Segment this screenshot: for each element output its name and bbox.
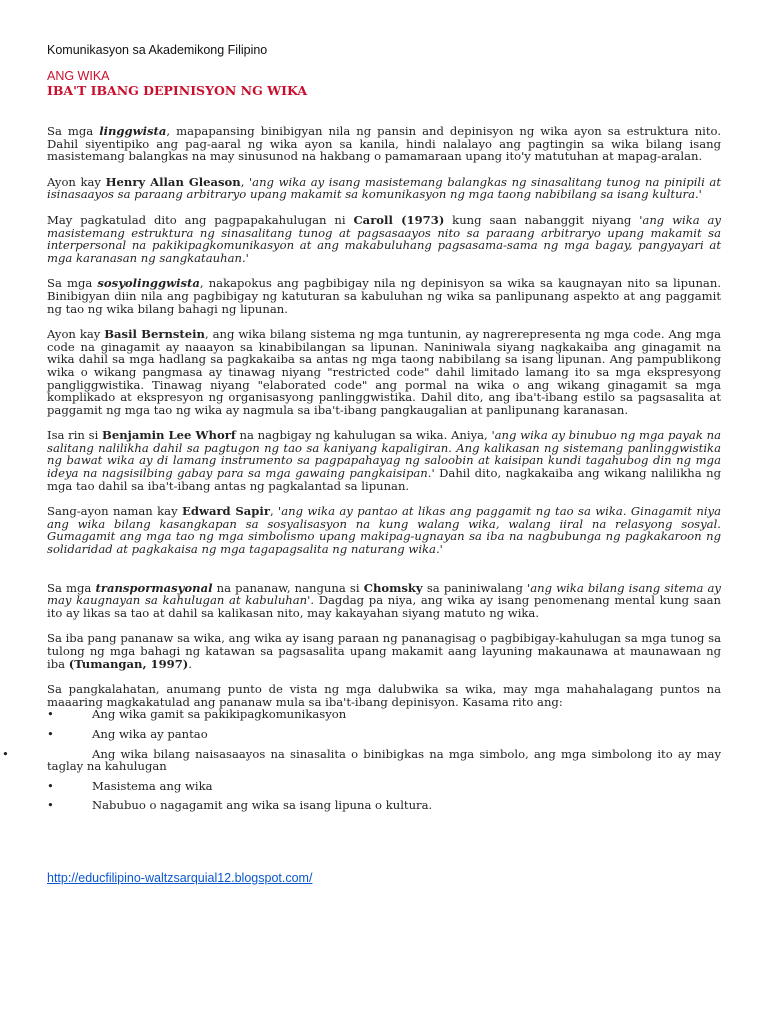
paragraph-linggwista: Sa mga linggwista, mapapansing binibigyan nila ng pansin and depinisyon ng wika ayon sa estruktura nito. Dahil siyentipiko ang pag-aaral ng wika ayon sa kanila, hindi nalalayo ang pagtingin sa wika bilang isang masistemang balangkas na may sinusunod na hakbang o pamamaraan upang ito'y matutuhan at mapag-aralan. bbox=[47, 124, 721, 164]
paragraph-whorf: Isa rin si Benjamin Lee Whorf na nagbigay ng kahulugan sa wika. Aniya, 'ang wika ay binubuo ng mga payak na salitang nalilikha dahil sa pagtugon ng tao sa kaniyang kapaligiran. Ang kalikasan ng sistemang panlinggwistika ng bawat wika ay di lamang instrumento sa pagpapahayag ng saloobin at kaisipan kundi tagahubog din ng mga ideya na nagsisilbing gabay para sa mga gawaing pangkaisipan.' Dahil dito, nagkakaiba ang wikang nalilikha ng mga tao dahil sa iba't-ibang antas ng pagkalantad sa lipunan. bbox=[47, 428, 721, 493]
paragraph-tumangan: Sa iba pang pananaw sa wika, ang wika ay isang paraan ng pananagisag o pagbibigay-kahulugan sa mga tunog sa tulong ng mga bahagi ng katawan sa pagsasalita upang makamit aang layuning makaunawa at maunawaan ng iba (Tumangan, 1997). bbox=[47, 631, 721, 671]
list-item: • Nabubuo o nagagamit ang wika sa isang lipuna o kultura. bbox=[47, 798, 433, 813]
list-item: • Masistema ang wika bbox=[47, 778, 213, 793]
section-subtitle: IBA'T IBANG DEPINISYON NG WIKA bbox=[47, 83, 308, 98]
list-item: • Ang wika gamit sa pakikipagkomunikasyon bbox=[47, 707, 347, 722]
bullet-icon: • bbox=[2, 746, 9, 761]
paragraph-summary: Sa pangkalahatan, anumang punto de vista ng mga dalubwika sa wika, may mga mahahalagang puntos na maaaring magkakatulad ang pananaw mula sa iba't-ibang depinisyon. Kasama rito ang: bbox=[47, 682, 721, 709]
paragraph-gleason: Ayon kay Henry Allan Gleason, 'ang wika ay isang masistemang balangkas ng sinasalitang tunog na pinipili at isinasaayos sa paraang arbitraryo upang makamit sa komunikasyon ng mga taong nabibilang sa isang kultura.' bbox=[47, 174, 721, 202]
paragraph-sosyolinggwista: Sa mga sosyolinggwista, nakapokus ang pagbibigay nila ng depinisyon sa wika sa kaugnayan nito sa lipunan. Binibigyan diin nila ang pagbibigay ng katuturan sa kabuluhan ng wika sa panlipunang aspekto at ang paggamit ng tao ng wika bilang bahagi ng lipunan. bbox=[47, 276, 721, 316]
paragraph-bernstein: Ayon kay Basil Bernstein, ang wika bilang sistema ng mga tuntunin, ay nagrerepresenta ng mga code. Ang mga code na ginagamit ay naaayon sa kinabibilangan sa lipunan. Naniniwala siyang nagkakaiba ang ginagamit na wika dahil sa mga hadlang sa pagkakaiba sa antas ng mga taong nabibilang sa isang lipunan. Ang pampublikong wika o wikang pangmasa ay tinawag niyang "restricted code" dahil limitado lamang ito sa mga ekspresyong pangliggwistika. Tinawag niyang "elaborated code" ang pormal na wika o ang wikang ginagamit sa mga komplikado at ekspresyon ng organisasyong panlinggwistika. Dahil dito, ang iba't-ibang estilo sa pagsasalita at paggamit ng mga tao ng wika ay nagmula sa iba't-ibang pangkaugalian at panlipunang karanasan. bbox=[47, 327, 721, 417]
list-item: • Ang wika ay pantao bbox=[47, 726, 208, 741]
bullet-list bbox=[2, 707, 721, 813]
list-item: • Ang wika bilang naisasaayos na sinasalita o binibigkas na mga simbolo, ang mga simbolong ito ay may taglay na kahulugan bbox=[2, 746, 721, 774]
bullet-icon: • bbox=[47, 778, 54, 793]
paragraph-sapir: Sang-ayon naman kay Edward Sapir, 'ang wika ay pantao at likas ang paggamit ng tao sa wika. Ginagamit niya ang wika bilang kasangkapan sa sosyalisasyon na kung walang wika, walang iiral na relasyong sosyal. Gumagamit ang mga tao ng mga simbolismo upang makipag-ugnayan sa iba na nagbubunga ng pagkakaroon ng solidaridad at pagkakaisa ng mga tagapagsalita ng naturang wika.' bbox=[47, 504, 721, 557]
bullet-icon: • bbox=[47, 798, 54, 813]
bullet-icon: • bbox=[47, 726, 54, 741]
document-body bbox=[2, 124, 721, 819]
section-title: ANG WIKA bbox=[47, 69, 110, 83]
paragraph-chomsky: Sa mga transpormasyonal na pananaw, nanguna si Chomsky sa paniniwalang 'ang wika bilang isang sitema ay may kaugnayan sa kahulugan at kabuluhan'. Dagdag pa niya, ang wika ay isang penomenang mental kung saan ito ay likas sa tao at dahil sa kalikasan nito, may kakayahan siyang matuto ng wika. bbox=[47, 580, 721, 620]
bullet-icon: • bbox=[47, 707, 54, 722]
source-link[interactable]: http://educfilipino-waltzsarquial12.blogspot.com/ bbox=[47, 871, 313, 885]
course-header: Komunikasyon sa Akademikong Filipino bbox=[47, 43, 268, 57]
paragraph-caroll: May pagkatulad dito ang pagpapakahulugan ni Caroll (1973) kung saan nabanggit niyang 'ang wika ay masistemang estruktura ng sinasalitang tunog at pagsasaayos nito sa paraang arbitraryo upang makamit sa interpersonal na pakikipagkomunikasyon at ang makabuluhang pagsasama-sama ng mga bagay, pangyayari at mga karanasan ng sangkatauhan.' bbox=[47, 212, 721, 265]
